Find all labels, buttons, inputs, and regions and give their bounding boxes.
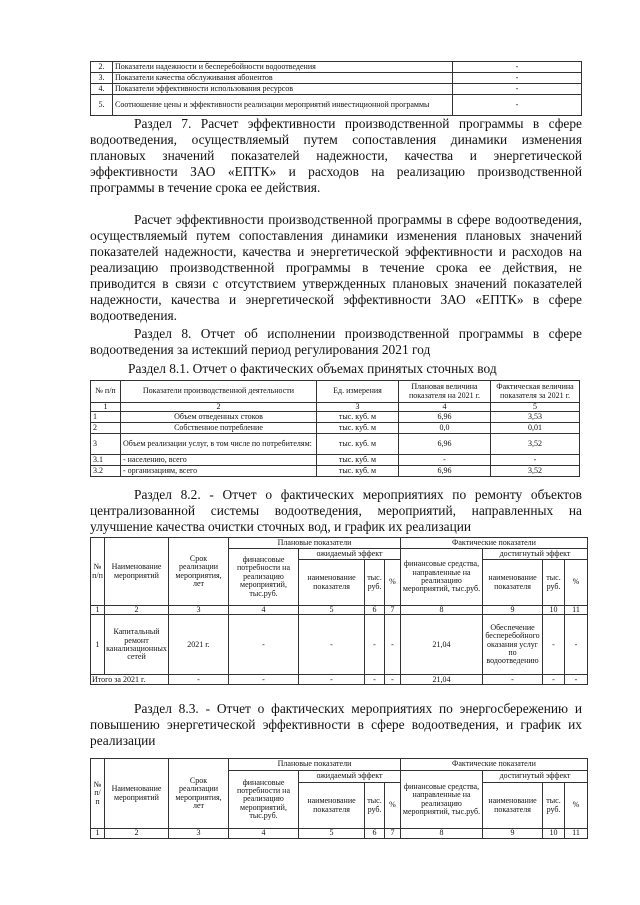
section83-heading: Раздел 8.3. - Отчет о фактических мероприятиях по энергосбережению и повышению энергетической эффективности в сфере водоотведения, и график их реализации (90, 701, 582, 748)
col-number: 9 (483, 606, 543, 615)
table-row (91, 434, 580, 455)
row-plan: 6,96 (399, 412, 491, 423)
col-number: 4 (399, 403, 491, 412)
col-number: 3 (169, 829, 229, 839)
header-plan: Плановая величина показателя на 2021 г. (399, 381, 491, 403)
total-ach-name: - (483, 675, 543, 685)
table-row (91, 412, 580, 423)
header-thousand-rub: тыс. руб. (543, 783, 565, 829)
row-number: 2. (91, 62, 113, 73)
header-plan-group: Плановые показатели (229, 759, 401, 771)
indicator-name: Соотношение цены и эффективности реализации мероприятий инвестиционной программы (113, 95, 453, 116)
header-fact-fin: финансовые средства, направленные на реализацию мероприятий, тыс.руб. (401, 771, 483, 829)
total-exp-rub: - (365, 675, 385, 685)
col-number: 10 (543, 829, 565, 839)
row-unit: тыс. куб. м (317, 466, 399, 477)
column-numbers-row (91, 403, 580, 412)
row-name: Объем отведенных стоков (121, 412, 317, 423)
col-number: 9 (483, 829, 543, 839)
row-name: Объем реализации услуг, в том числе по потребителям: (121, 434, 317, 455)
section7-paragraph-2: Расчет эффективности производственной программы в сфере водоотведения, осуществляемый путем сопоставления динамики изменения плановых значений показателей надежности, качества и энергетической эффективности и расходов на реализацию производственной программы в течение срока ее действия, не приводится в связи с отсутствием утвержденных плановых значений показателей надежности, качества и энергетической эффективности ЗАО «ЕПТК» в сфере водоотведения. (90, 212, 582, 323)
table-row (91, 73, 582, 84)
row-number: 1 (91, 412, 121, 423)
row-ach-rub: - (543, 615, 565, 675)
row-number: 4. (91, 84, 113, 95)
row-term: 2021 г. (169, 615, 229, 675)
col-number: 4 (229, 829, 299, 839)
header-name: Показатели производственной деятельности (121, 381, 317, 403)
total-term: - (169, 675, 229, 685)
col-number: 6 (365, 606, 385, 615)
header-fact-group: Фактические показатели (401, 538, 588, 549)
col-number: 3 (317, 403, 399, 412)
total-row (91, 675, 588, 685)
row-number: 5. (91, 95, 113, 116)
table-row (91, 95, 582, 116)
row-number: 3.1 (91, 455, 121, 466)
row-unit: тыс. куб. м (317, 423, 399, 434)
row-fact: 0,01 (491, 423, 580, 434)
indicator-value: - (453, 73, 582, 84)
header-unit: Ед. измерения (317, 381, 399, 403)
row-name: Собственное потребление (121, 423, 317, 434)
header-fact-group: Фактические показатели (401, 759, 588, 771)
row-fact: 3,52 (491, 466, 580, 477)
row-unit: тыс. куб. м (317, 412, 399, 423)
table-header-row (91, 759, 588, 771)
header-indicator-name: наименование показателя (299, 560, 365, 606)
row-number: 3. (91, 73, 113, 84)
row-plan: 6,96 (399, 466, 491, 477)
row-unit: тыс. куб. м (317, 434, 399, 455)
row-fact: 3,52 (491, 434, 580, 455)
row-number: 3.2 (91, 466, 121, 477)
column-numbers-row (91, 606, 588, 615)
header-plan-fin: финансовые потребности на реализацию мероприятий, тыс.руб. (229, 549, 299, 606)
header-thousand-rub: тыс. руб. (365, 783, 385, 829)
row-unit: тыс. куб. м (317, 455, 399, 466)
row-number: 2 (91, 423, 121, 434)
total-fact-fin: 21,04 (401, 675, 483, 685)
table-header-row (91, 538, 588, 549)
header-achieved-effect: достигнутый эффект (483, 549, 588, 560)
section81-heading: Раздел 8.1. Отчет о фактических объемах принятых сточных вод (128, 361, 497, 376)
col-number: 5 (299, 606, 365, 615)
row-ach-name: Обеспечение бесперебойного оказания услуг по водоотведению (483, 615, 543, 675)
col-number: 4 (229, 606, 299, 615)
col-number: 5 (491, 403, 580, 412)
header-achieved-effect: достигнутый эффект (483, 771, 588, 783)
header-name: Наименование мероприятий (105, 759, 169, 829)
header-indicator-name: наименование показателя (299, 783, 365, 829)
energy-saving-table (90, 758, 588, 839)
row-number: 3 (91, 434, 121, 455)
row-name: - населению, всего (121, 455, 317, 466)
col-number: 8 (401, 606, 483, 615)
col-number: 1 (91, 829, 105, 839)
header-percent: % (385, 783, 401, 829)
col-number: 1 (91, 403, 121, 412)
header-plan-fin: финансовые потребности на реализацию мероприятий, тыс.руб. (229, 771, 299, 829)
section8-title: Раздел 8. Отчет об исполнении производственной программы в сфере водоотведения за истекший период регулирования 2021 год (90, 326, 582, 357)
row-fact: 3,53 (491, 412, 580, 423)
row-plan: 0,0 (399, 423, 491, 434)
table-row (91, 455, 580, 466)
total-exp-pct: - (385, 675, 401, 685)
row-exp-rub: - (365, 615, 385, 675)
header-term: Срок реализации мероприятия, лет (169, 759, 229, 829)
indicator-name: Показатели качества обслуживания абонентов (113, 73, 453, 84)
table-header-row (91, 381, 580, 403)
row-plan: - (399, 455, 491, 466)
table-row (91, 62, 582, 73)
header-term: Срок реализации мероприятия, лет (169, 538, 229, 606)
repair-measures-table (90, 537, 588, 685)
row-plan: 6,96 (399, 434, 491, 455)
total-label: Итого за 2021 г. (91, 675, 169, 685)
header-plan-group: Плановые показатели (229, 538, 401, 549)
row-number: 1 (91, 615, 105, 675)
col-number: 10 (543, 606, 565, 615)
indicator-value: - (453, 62, 582, 73)
table-row (91, 84, 582, 95)
col-number: 7 (385, 606, 401, 615)
total-ach-pct: - (565, 675, 588, 685)
header-fact-fin: финансовые средства, направленные на реализацию мероприятий, тыс.руб. (401, 549, 483, 606)
row-fact-fin: 21,04 (401, 615, 483, 675)
header-expected-effect: ожидаемый эффект (299, 549, 401, 560)
row-exp-name: - (299, 615, 365, 675)
col-number: 2 (105, 829, 169, 839)
column-numbers-row (91, 829, 588, 839)
col-number: 11 (565, 606, 588, 615)
col-number: 2 (105, 606, 169, 615)
col-number: 8 (401, 829, 483, 839)
col-number: 6 (365, 829, 385, 839)
row-exp-pct: - (385, 615, 401, 675)
total-exp-name: - (299, 675, 365, 685)
row-name: - организациям, всего (121, 466, 317, 477)
indicator-value: - (453, 84, 582, 95)
section82-heading: Раздел 8.2. - Отчет о фактических мероприятиях по ремонту объектов централизованной системы водоотведения, мероприятий, направленных на улучшение качества очистки сточных вод, и график их реализации (90, 487, 582, 534)
total-ach-rub: - (543, 675, 565, 685)
header-percent: % (565, 560, 588, 606)
total-plan-fin: - (229, 675, 299, 685)
header-indicator-name: наименование показателя (483, 560, 543, 606)
table-row (91, 423, 580, 434)
header-num: № п/п (91, 381, 121, 403)
row-name: Капитальный ремонт канализационных сетей (105, 615, 169, 675)
section7-paragraph-1: Раздел 7. Расчет эффективности производственной программы в сфере водоотведения, осуществляемый путем сопоставления динамики изменения плановых значений показателей надежности, качества и энергетической эффективности ЗАО «ЕПТК» и расходов на реализацию производственной программы в течение срока ее действия. (90, 116, 582, 195)
header-name: Наименование мероприятий (105, 538, 169, 606)
header-percent: % (565, 783, 588, 829)
header-percent: % (385, 560, 401, 606)
header-expected-effect: ожидаемый эффект (299, 771, 401, 783)
row-plan-fin: - (229, 615, 299, 675)
header-fact: Фактическая величина показателя за 2021 г. (491, 381, 580, 403)
header-thousand-rub: тыс. руб. (543, 560, 565, 606)
header-indicator-name: наименование показателя (483, 783, 543, 829)
header-num: № п/п (91, 538, 105, 606)
col-number: 11 (565, 829, 588, 839)
indicator-value: - (453, 95, 582, 116)
header-num: № п/ п (91, 759, 105, 829)
header-thousand-rub: тыс. руб. (365, 560, 385, 606)
indicators-table (90, 61, 582, 116)
row-fact: - (491, 455, 580, 466)
row-ach-pct: - (565, 615, 588, 675)
table-row (91, 466, 580, 477)
col-number: 1 (91, 606, 105, 615)
indicator-name: Показатели эффективности использования ресурсов (113, 84, 453, 95)
col-number: 2 (121, 403, 317, 412)
indicator-name: Показатели надежности и бесперебойности водоотведения (113, 62, 453, 73)
col-number: 3 (169, 606, 229, 615)
col-number: 7 (385, 829, 401, 839)
col-number: 5 (299, 829, 365, 839)
wastewater-volume-table (90, 380, 580, 477)
table-row (91, 615, 588, 675)
